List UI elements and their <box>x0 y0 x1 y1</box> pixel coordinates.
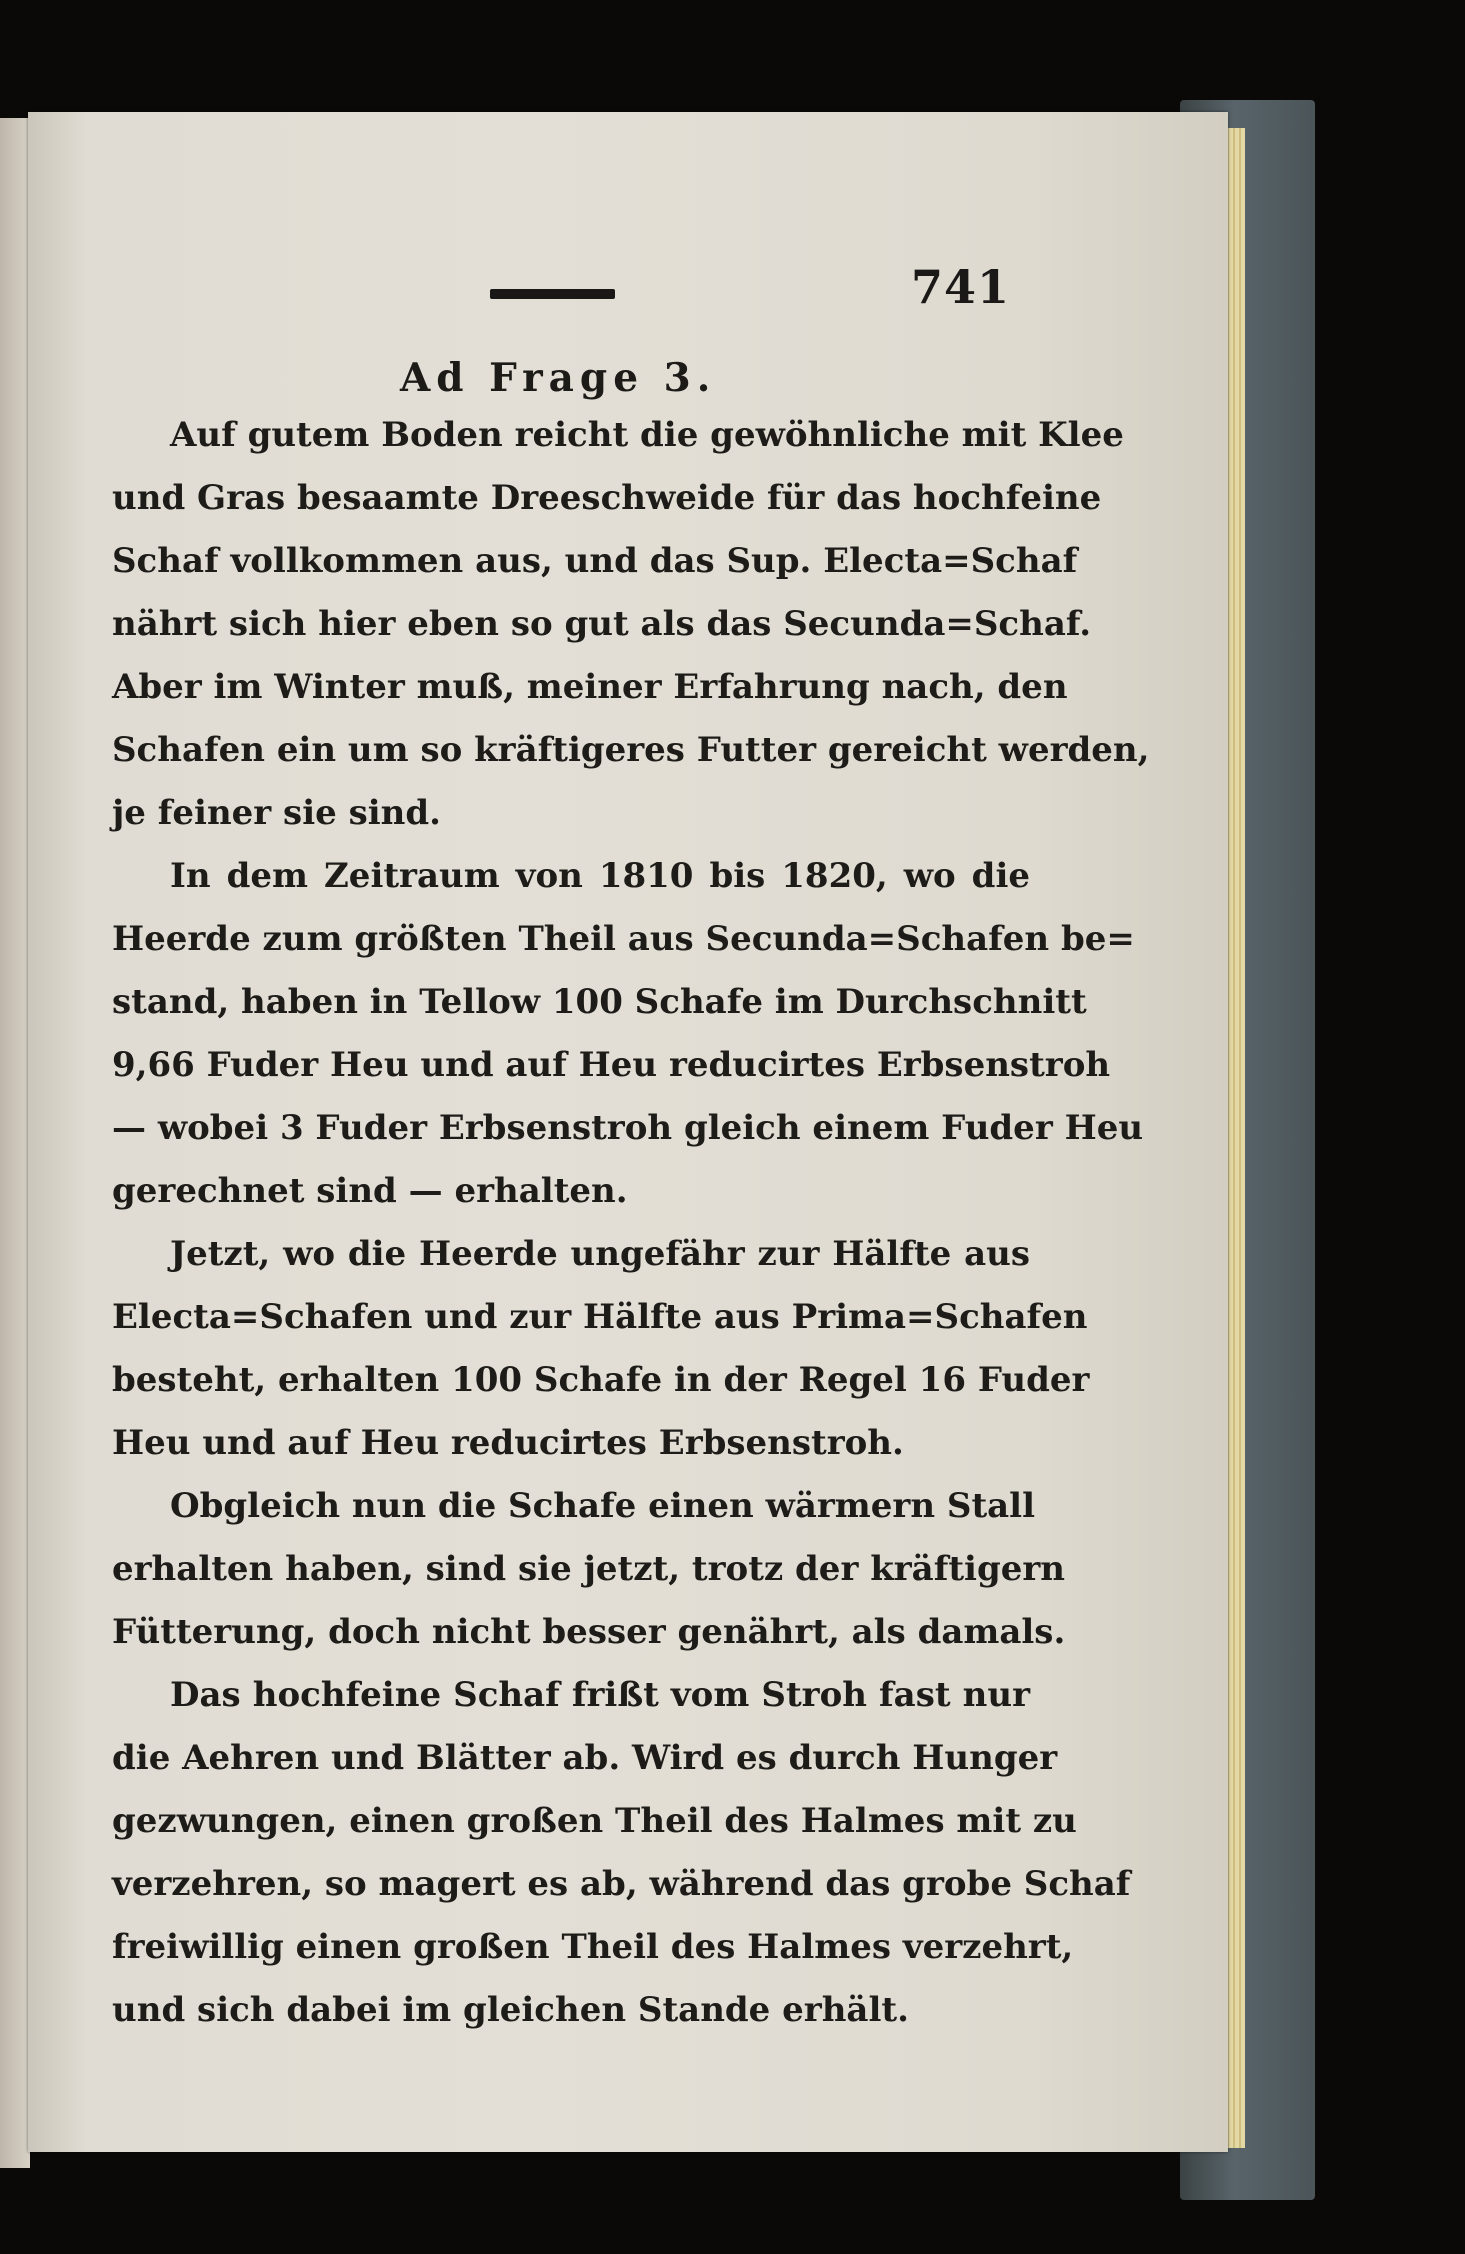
text-line: stand, haben in Tellow 100 Schafe im Durchschnitt <box>112 982 1087 1022</box>
text-line: Fütterung, doch nicht besser genährt, als damals. <box>112 1612 1066 1652</box>
text-line: Heu und auf Heu reducirtes Erbsenstroh. <box>112 1423 904 1463</box>
text-line: erhalten haben, sind sie jetzt, trotz der kräftigern <box>112 1549 1065 1589</box>
text-line: besteht, erhalten 100 Schafe in der Regel 16 Fuder <box>112 1360 1090 1400</box>
text-line: verzehren, so magert es ab, während das grobe Schaf <box>112 1864 1131 1904</box>
page-number: 741 <box>910 260 1010 314</box>
text-line: Obgleich nun die Schafe einen wärmern Stall <box>170 1486 1036 1526</box>
section-heading: Ad Frage 3. <box>400 355 717 401</box>
text-line: 9,66 Fuder Heu und auf Heu reducirtes Erbsenstroh <box>112 1045 1111 1085</box>
text-line: gerechnet sind — erhalten. <box>112 1171 628 1211</box>
header-rule <box>490 289 615 299</box>
text-line: Schaf vollkommen aus, und das Sup. Electa=Schaf <box>112 541 1078 581</box>
text-line: je feiner sie sind. <box>112 793 441 833</box>
previous-page-edge <box>0 118 30 2168</box>
text-line: Aber im Winter muß, meiner Erfahrung nach, den <box>112 667 1068 707</box>
text-line: und sich dabei im gleichen Stande erhält. <box>112 1990 909 2030</box>
text-line: nährt sich hier eben so gut als das Secunda=Schaf. <box>112 604 1092 644</box>
text-line: Jetzt, wo die Heerde ungefähr zur Hälfte aus <box>170 1234 1030 1274</box>
text-line: Auf gutem Boden reicht die gewöhnliche mit Klee <box>170 415 1124 455</box>
text-line: gezwungen, einen großen Theil des Halmes mit zu <box>112 1801 1077 1841</box>
text-line: die Aehren und Blätter ab. Wird es durch Hunger <box>112 1738 1058 1778</box>
text-line: Schafen ein um so kräftigeres Futter gereicht werden, <box>112 730 1150 770</box>
text-line: freiwillig einen großen Theil des Halmes verzehrt, <box>112 1927 1074 1967</box>
text-line: Das hochfeine Schaf frißt vom Stroh fast nur <box>170 1675 1030 1715</box>
text-line: Heerde zum größten Theil aus Secunda=Schafen be= <box>112 919 1135 959</box>
text-line: — wobei 3 Fuder Erbsenstroh gleich einem Fuder Heu <box>112 1108 1144 1148</box>
text-line: und Gras besaamte Dreeschweide für das hochfeine <box>112 478 1102 518</box>
text-line: Electa=Schafen und zur Hälfte aus Prima=Schafen <box>112 1297 1088 1337</box>
text-line: In dem Zeitraum von 1810 bis 1820, wo die <box>170 856 1030 896</box>
